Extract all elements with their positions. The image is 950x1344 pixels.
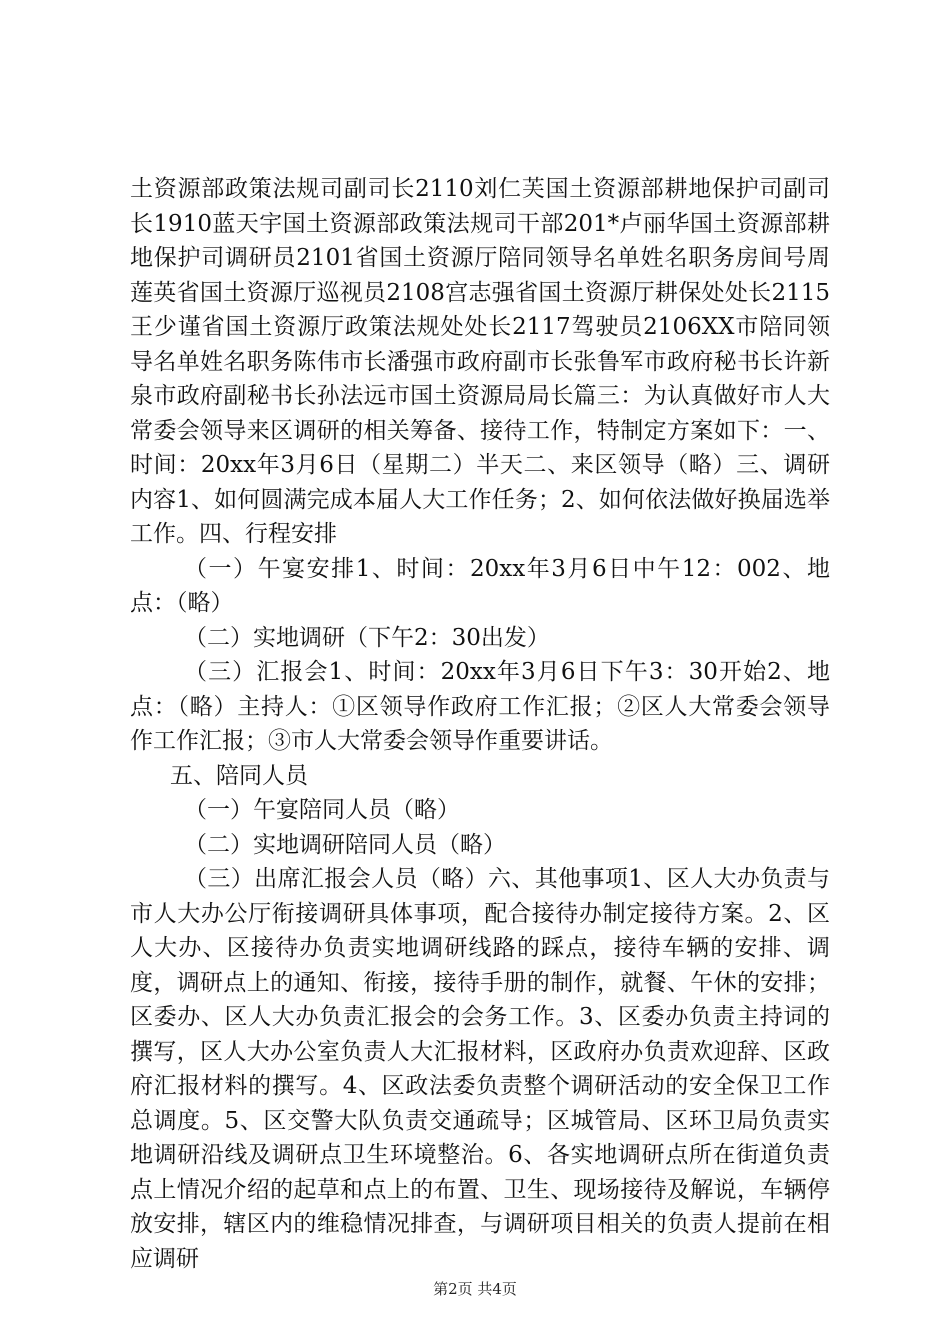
paragraph-1: 土资源部政策法规司副司长2110刘仁芙国土资源部耕地保护司副司长1910蓝天宇国土资源部政策法规司干部201*卢丽华国土资源部耕地保护司调研员2101省国土资源厅陪同领导名单姓名职务房间号周莲英省国土资源厅巡视员2108宫志强省国土资源厅耕保处处长2115王少谨省国土资源厅政策法规处处长2117驾驶员2106XX市陪同领导名单姓名职务陈伟市长潘强市政府副市长张鲁军市政府秘书长许新泉市政府副秘书长孙法远市国土资源局局长篇三：为认真做好市人大常委会领导来区调研的相关筹备、接待工作，特制定方案如下：一、时间：20xx年3月6日（星期二）半天二、来区领导（略）三、调研内容1、如何圆满完成本届人大工作任务；2、如何依法做好换届选举工作。四、行程安排 xyxy=(130,176,830,547)
page-number-footer: 第2页 共4页 xyxy=(433,1280,517,1298)
paragraph-4: （三）汇报会1、时间：20xx年3月6日下午3：30开始2、地点：（略）主持人：①区领导作政府工作汇报；②区人大常委会领导作工作汇报；③市人大常委会领导作重要讲话。 xyxy=(130,659,830,754)
paragraph-8: （三）出席汇报会人员（略）六、其他事项1、区人大办负责与市人大办公厅衔接调研具体事项，配合接待办制定接待方案。2、区人大办、区接待办负责实地调研线路的踩点，接待车辆的安排、调度，调研点上的通知、衔接，接待手册的制作，就餐、午休的安排；区委办、区人大办负责汇报会的会务工作。3、区委办负责主持词的撰写，区人大办公室负责人大汇报材料，区政府办负责欢迎辞、区政府汇报材料的撰写。4、区政法委负责整个调研活动的安全保卫工作总调度。5、区交警大队负责交通疏导；区城管局、区环卫局负责实地调研沿线及调研点卫生环境整治。6、各实地调研点所在街道负责点上情况介绍的起草和点上的布置、卫生、现场接待及解说，车辆停放安排，辖区内的维稳情况排查，与调研项目相关的负责人提前在相应调研 xyxy=(130,866,830,1272)
paragraph-7: （二）实地调研陪同人员（略） xyxy=(184,831,506,858)
paragraph-6: （一）午宴陪同人员（略） xyxy=(184,797,460,823)
paragraph-2: （一）午宴安排1、时间：20xx年3月6日中午12：002、地点：（略） xyxy=(130,555,830,616)
paragraph-3: （二）实地调研（下午2：30出发） xyxy=(184,624,550,651)
paragraph-5: 五、陪同人员 xyxy=(170,762,308,789)
document-body xyxy=(130,172,830,1276)
